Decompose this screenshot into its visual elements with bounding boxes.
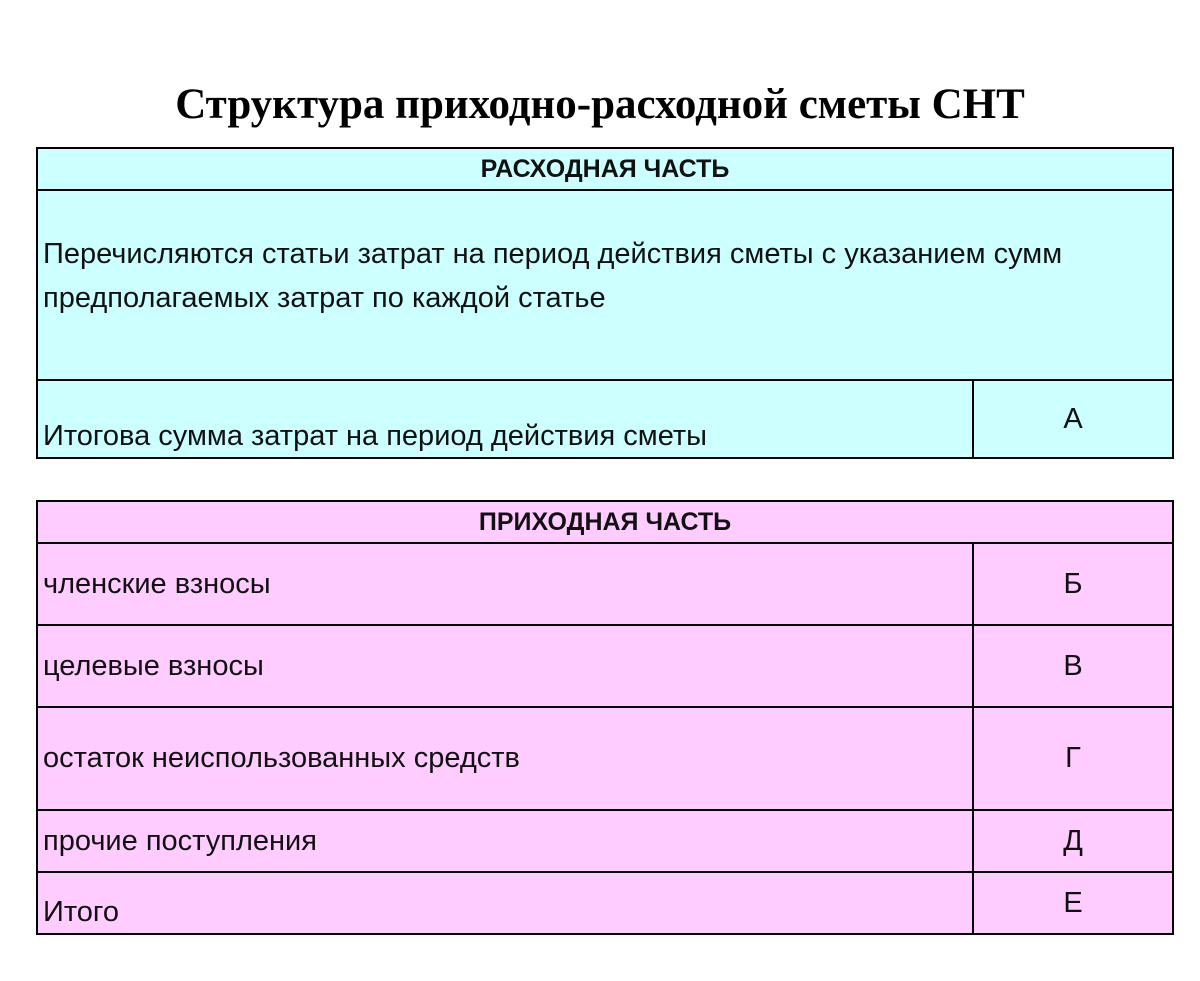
income-row-label: остаток неиспользованных средств bbox=[37, 707, 973, 810]
income-row-code: В bbox=[973, 625, 1173, 707]
income-row-label: членские взносы bbox=[37, 543, 973, 625]
table-row bbox=[37, 707, 1173, 810]
table-row bbox=[37, 810, 1173, 872]
expense-total-code: А bbox=[973, 380, 1173, 458]
expense-description: Перечисляются статьи затрат на период действия сметы с указанием сумм предполагаемых затрат по каждой статье bbox=[37, 190, 1173, 380]
income-header: ПРИХОДНАЯ ЧАСТЬ bbox=[37, 501, 1173, 543]
expense-table bbox=[36, 147, 1174, 459]
income-row-label: целевые взносы bbox=[37, 625, 973, 707]
expense-total-label: Итогова сумма затрат на период действия сметы bbox=[37, 380, 973, 458]
table-row bbox=[37, 625, 1173, 707]
income-table bbox=[36, 500, 1174, 935]
income-row-code: Б bbox=[973, 543, 1173, 625]
expense-header: РАСХОДНАЯ ЧАСТЬ bbox=[37, 148, 1173, 190]
expense-header-row bbox=[37, 148, 1173, 190]
expense-description-row bbox=[37, 190, 1173, 380]
page-title: Структура приходно-расходной сметы СНТ bbox=[175, 81, 1025, 128]
expense-total-row bbox=[37, 380, 1173, 458]
income-row-label: прочие поступления bbox=[37, 810, 973, 872]
table-row bbox=[37, 872, 1173, 934]
table-row bbox=[37, 543, 1173, 625]
income-row-code: Д bbox=[973, 810, 1173, 872]
income-row-code: Г bbox=[973, 707, 1173, 810]
income-header-row bbox=[37, 501, 1173, 543]
income-row-label: Итого bbox=[37, 872, 973, 934]
income-row-code: Е bbox=[973, 872, 1173, 934]
